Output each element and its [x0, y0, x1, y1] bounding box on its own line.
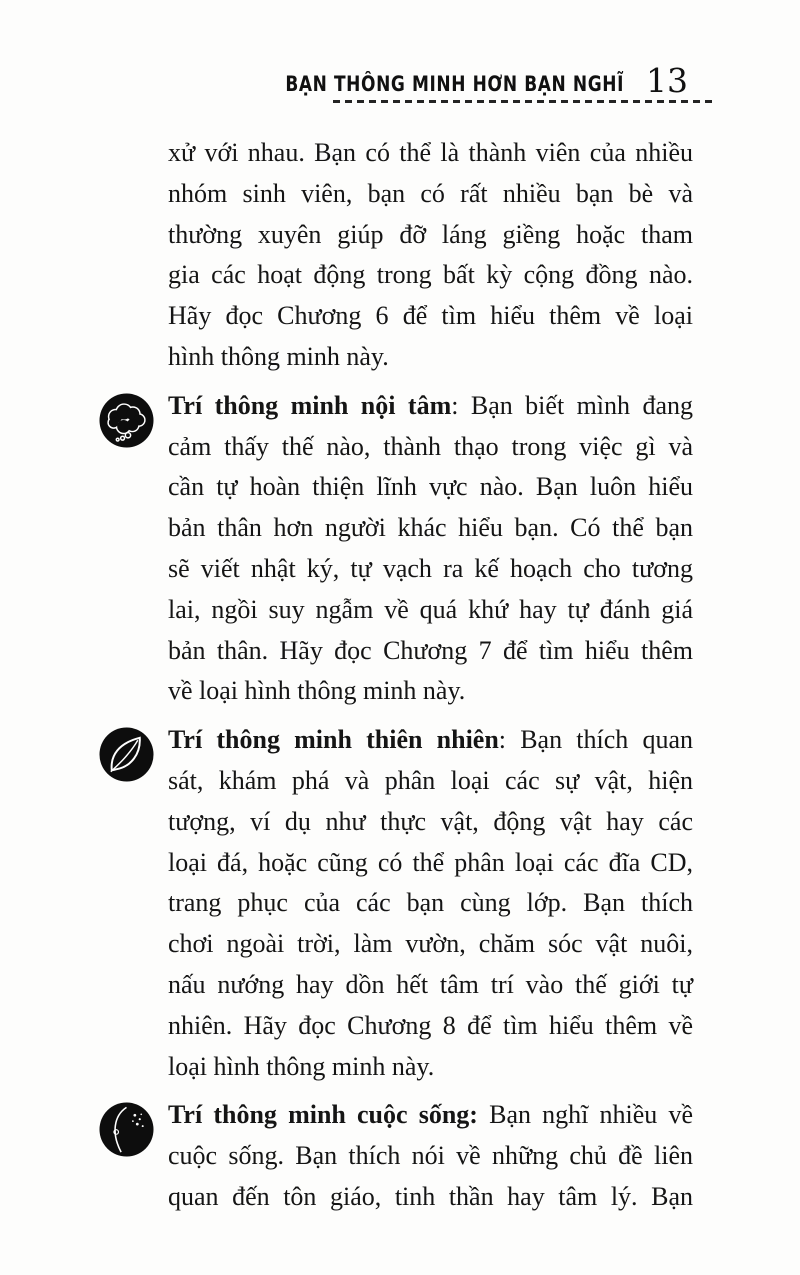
text-line: nhóm sinh viên, bạn có rất nhiều bạn bè và: [168, 178, 693, 208]
paragraph-heading: Trí thông minh nội tâm: [168, 390, 452, 420]
paragraph-heading: Trí thông minh thiên nhiên: [168, 725, 499, 755]
paragraph: [168, 1095, 693, 1217]
text-line: Trí thông minh nội tâm: Bạn biết mình đang: [168, 390, 693, 420]
text-line: Hãy đọc Chương 6 để tìm hiểu thêm về loại: [168, 301, 693, 331]
text-line: xử với nhau. Bạn có thể là thành viên của nhiều: [168, 138, 693, 167]
text-line: trang phục của các bạn cùng lớp. Bạn thích: [168, 888, 693, 918]
text-line: sẽ viết nhật ký, tự vạch ra kế hoạch cho tương: [168, 553, 693, 583]
text-line: tượng, ví dụ như thực vật, động vật hay các: [168, 806, 693, 836]
text-line: nhiên. Hãy đọc Chương 8 để tìm hiểu thêm về: [168, 1010, 693, 1040]
text-line: thường xuyên giúp đỡ láng giềng hoặc tham: [168, 219, 693, 249]
text-line: chơi ngoài trời, làm vườn, chăm sóc vật nuôi,: [168, 929, 693, 959]
text-line: hình thông minh này.: [168, 341, 389, 371]
text-line: về loại hình thông minh này.: [168, 676, 466, 706]
page-number: 13: [646, 61, 688, 100]
text-line: Trí thông minh cuộc sống: Bạn nghĩ nhiều về: [168, 1100, 693, 1130]
leaf-icon: [99, 727, 154, 782]
paragraph-heading: Trí thông minh cuộc sống:: [168, 1100, 478, 1130]
text-line: sát, khám phá và phân loại các sự vật, hiện: [168, 765, 693, 795]
text-line: quan đến tôn giáo, tinh thần hay tâm lý. Bạn: [168, 1181, 693, 1211]
text-line: cần tự hoàn thiện lĩnh vực nào. Bạn luôn hiểu: [168, 472, 693, 502]
body-text: [168, 133, 693, 1226]
text-line: Trí thông minh thiên nhiên: Bạn thích quan: [168, 725, 693, 755]
text-line: nấu nướng hay dồn hết tâm trí vào thế giới tự: [168, 969, 693, 999]
text-line: bản thân hơn người khác hiểu bạn. Có thể bạn: [168, 513, 693, 543]
text-line: bản thân. Hãy đọc Chương 7 để tìm hiểu thêm: [168, 635, 693, 665]
paragraph: [168, 133, 693, 378]
text-line: cảm thấy thế nào, thành thạo trong việc gì và: [168, 431, 693, 461]
moon-stars-icon: [99, 1102, 154, 1157]
paragraph: [168, 720, 693, 1087]
running-head: [285, 61, 688, 100]
text-line: lai, ngồi suy ngẫm về quá khứ hay tự đánh giá: [168, 594, 693, 624]
running-title: BẠN THÔNG MINH HƠN BẠN NGHĨ: [285, 72, 624, 97]
paragraph: [168, 386, 693, 712]
text-line: cuộc sống. Bạn thích nói về những chủ đề liên: [168, 1141, 693, 1171]
text-line: gia các hoạt động trong bất kỳ cộng đồng nào.: [168, 260, 693, 290]
dashed-divider: [333, 100, 713, 103]
thought-bubble-icon: [99, 393, 154, 448]
text-line: loại hình thông minh này.: [168, 1051, 435, 1081]
text-line: loại đá, hoặc cũng có thể phân loại các đĩa CD,: [168, 847, 693, 877]
